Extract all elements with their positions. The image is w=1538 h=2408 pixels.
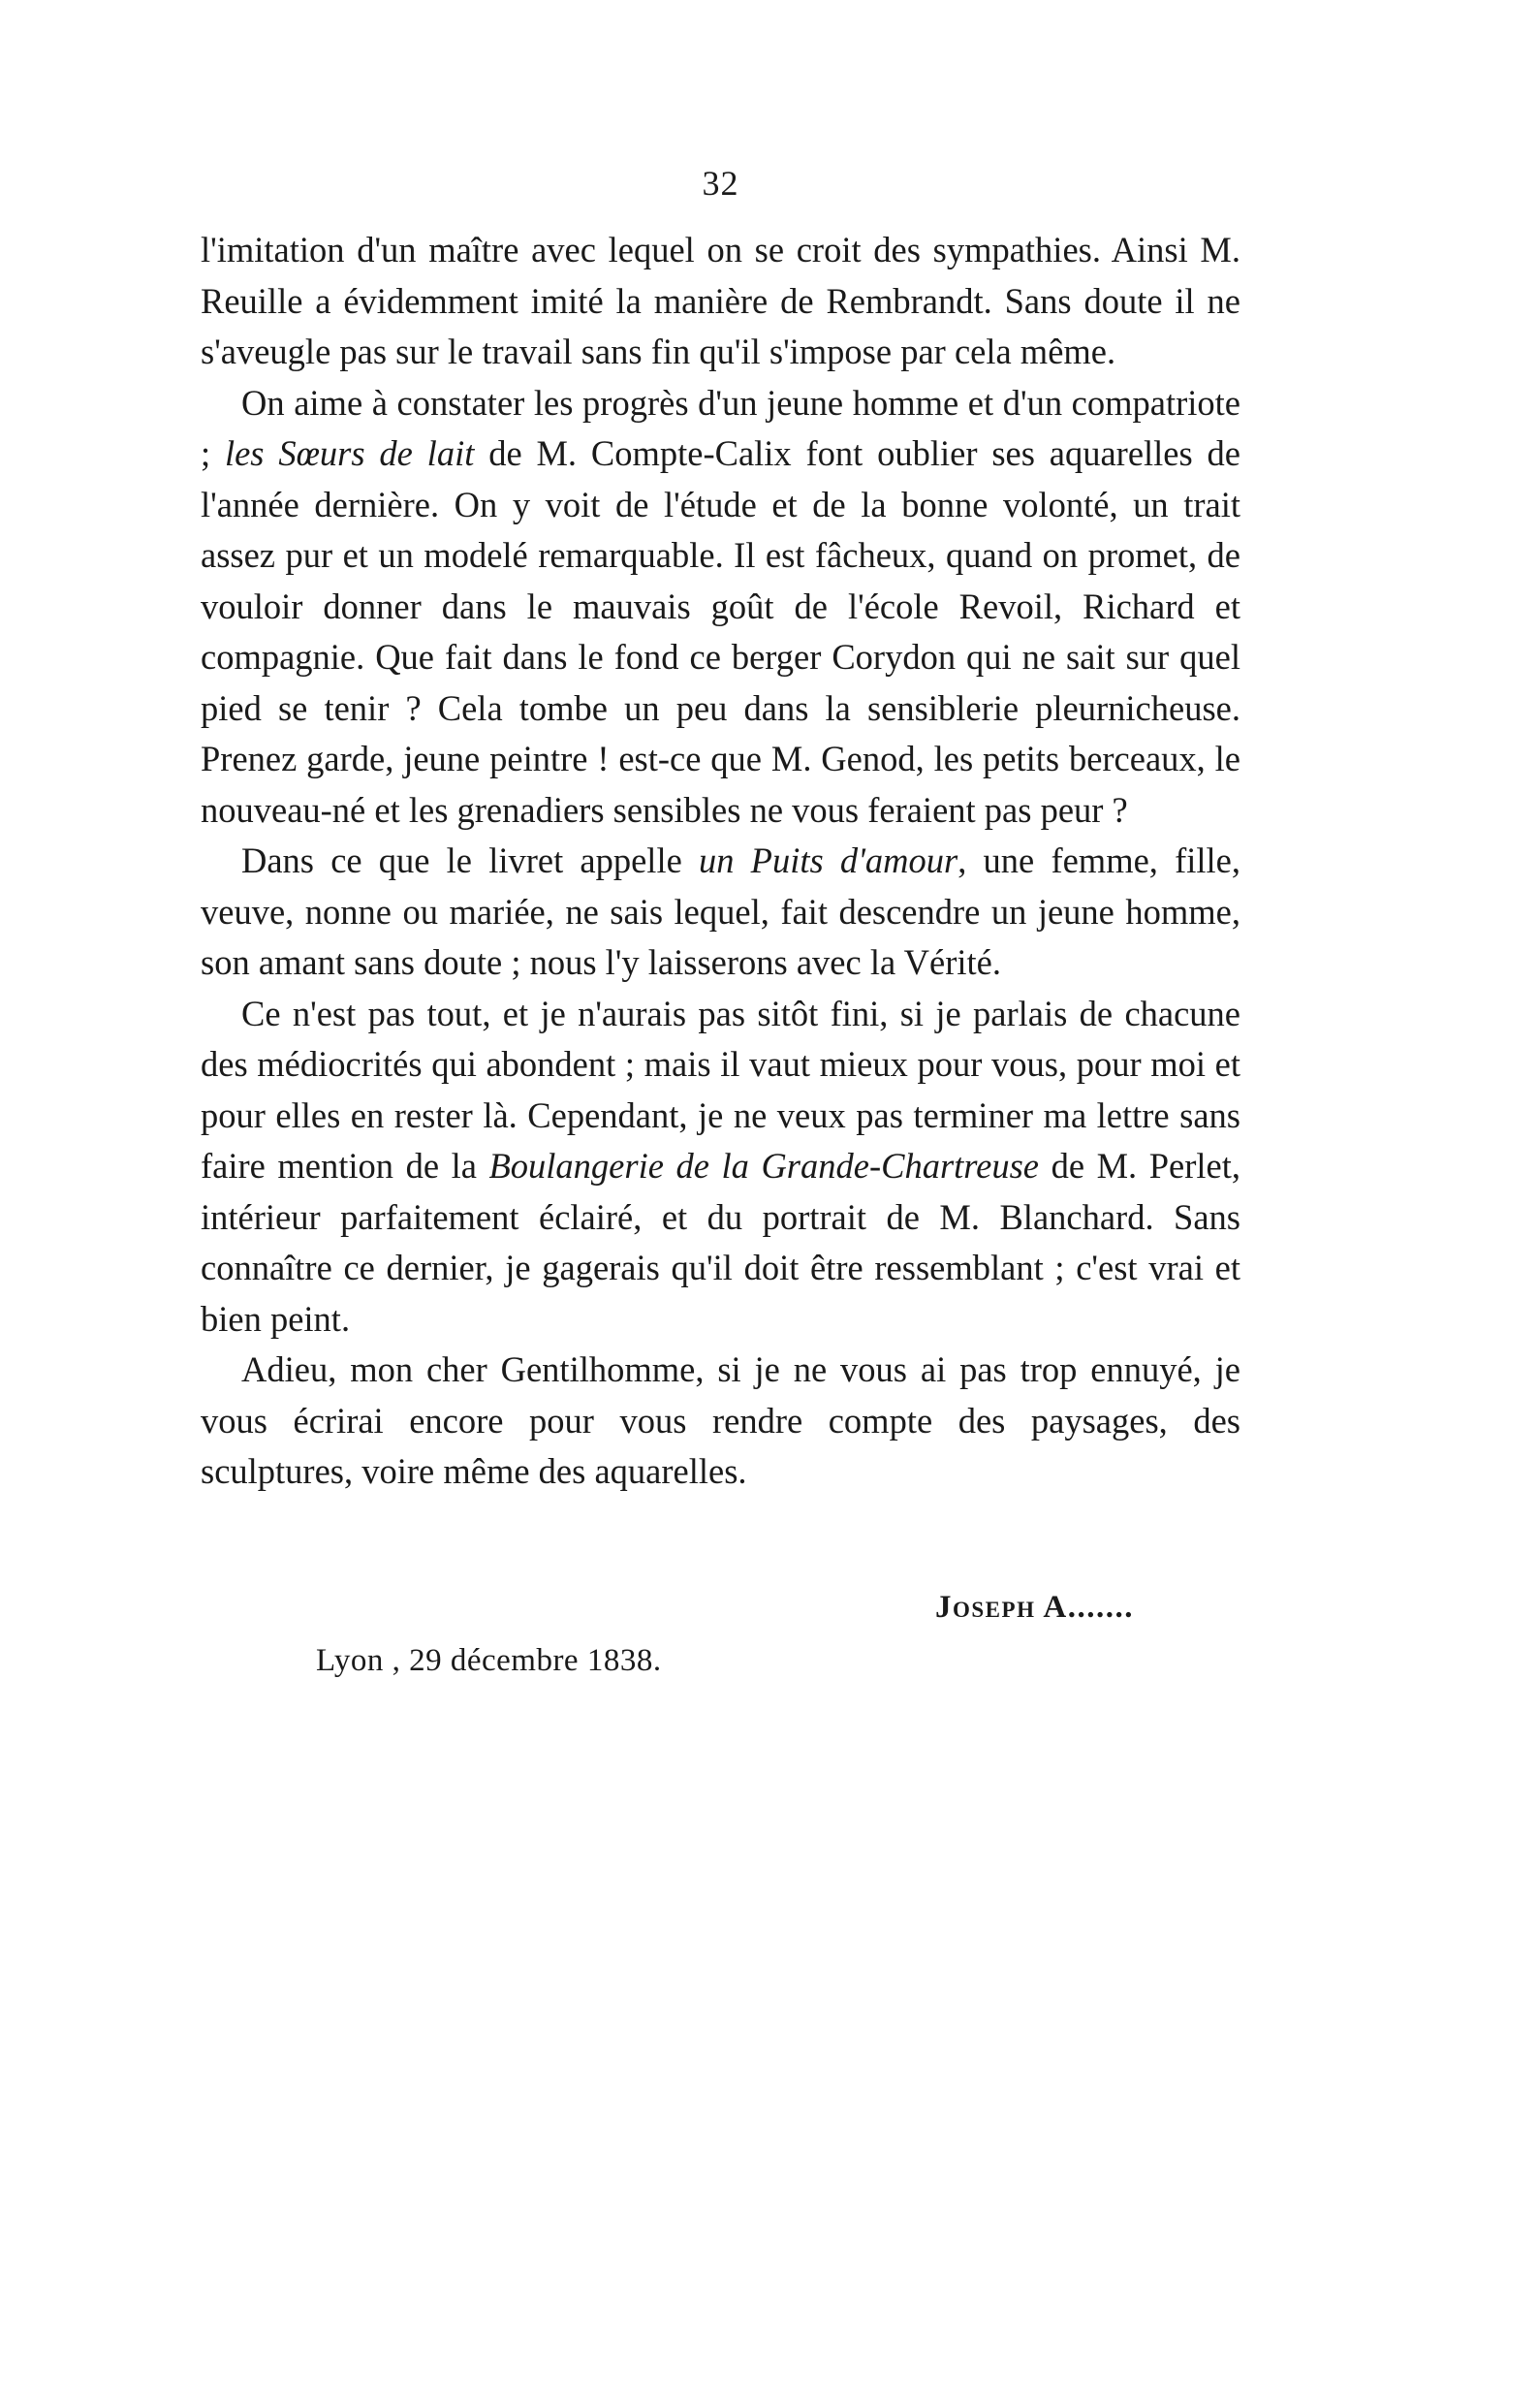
paragraph [201, 1345, 1240, 1498]
text-segment: Adieu, mon cher Gentilhomme, si je ne vous ai pas trop ennuyé, je vous écrirai encore pour vous rendre compte des paysages, des sculptures, voire même des aquarelles. [201, 1349, 1240, 1491]
text-segment: Dans ce que le livret appelle [241, 840, 699, 880]
paragraph [201, 836, 1240, 989]
paragraph [201, 225, 1240, 378]
italic-title: Boulangerie de la Grande-Chartreuse [488, 1146, 1040, 1186]
text-segment: de M. Perlet, intérieur parfaitement éclairé, et du portrait de M. Blanchard. Sans connaître ce dernier, je gagerais qu'il doit être ressemblant ; c'est vrai et bien peint. [201, 1146, 1240, 1339]
text-segment: On aime à constater les progrès d'un jeune homme et d'un compatriote ; [201, 382, 1240, 473]
text-segment: de M. Compte-Calix font oublier ses aquarelles de l'année dernière. On y voit de l'étude et de la bonne volonté, un trait assez pur et un modelé remarquable. Il est fâcheux, quand on promet, de vouloir donner dans le mauvais goût de l'école Revoil, Richard et compagnie. Que fait dans le fond ce berger Corydon qui ne sait sur quel pied se tenir ? Cela tombe un peu dans la sensiblerie pleurnicheuse. Prenez garde, jeune peintre ! est-ce que M. Genod, les petits berceaux, le nouveau-né et les grenadiers sensibles ne vous feraient pas peur ? [201, 433, 1240, 830]
letter-body [201, 225, 1240, 1498]
paragraph [201, 989, 1240, 1346]
page-number: 32 [702, 164, 739, 203]
text-segment: l'imitation d'un maître avec lequel on se croit des sympathies. Ainsi M. Reuille a évidemment imité la manière de Rembrandt. Sans doute il ne s'aveugle pas sur le travail sans fin qu'il s'impose par cela même. [201, 230, 1240, 371]
signature: Joseph A....... [935, 1590, 1134, 1625]
paragraph [201, 378, 1240, 837]
dateline: Lyon , 29 décembre 1838. [316, 1643, 662, 1678]
text-segment: Ce n'est pas tout, et je n'aurais pas sitôt fini, si je parlais de chacune des médiocrités qui abondent ; mais il vaut mieux pour vous, pour moi et pour elles en rester là. Cependant, je ne veux pas terminer ma lettre sans faire mention de la [201, 993, 1240, 1186]
italic-title: les Sœurs de lait [224, 433, 475, 473]
italic-title: un Puits d'amour [698, 840, 958, 880]
text-segment: , une femme, fille, veuve, nonne ou mariée, ne sais lequel, fait descendre un jeune homme, son amant sans doute ; nous l'y laisserons avec la Vérité. [201, 840, 1240, 982]
